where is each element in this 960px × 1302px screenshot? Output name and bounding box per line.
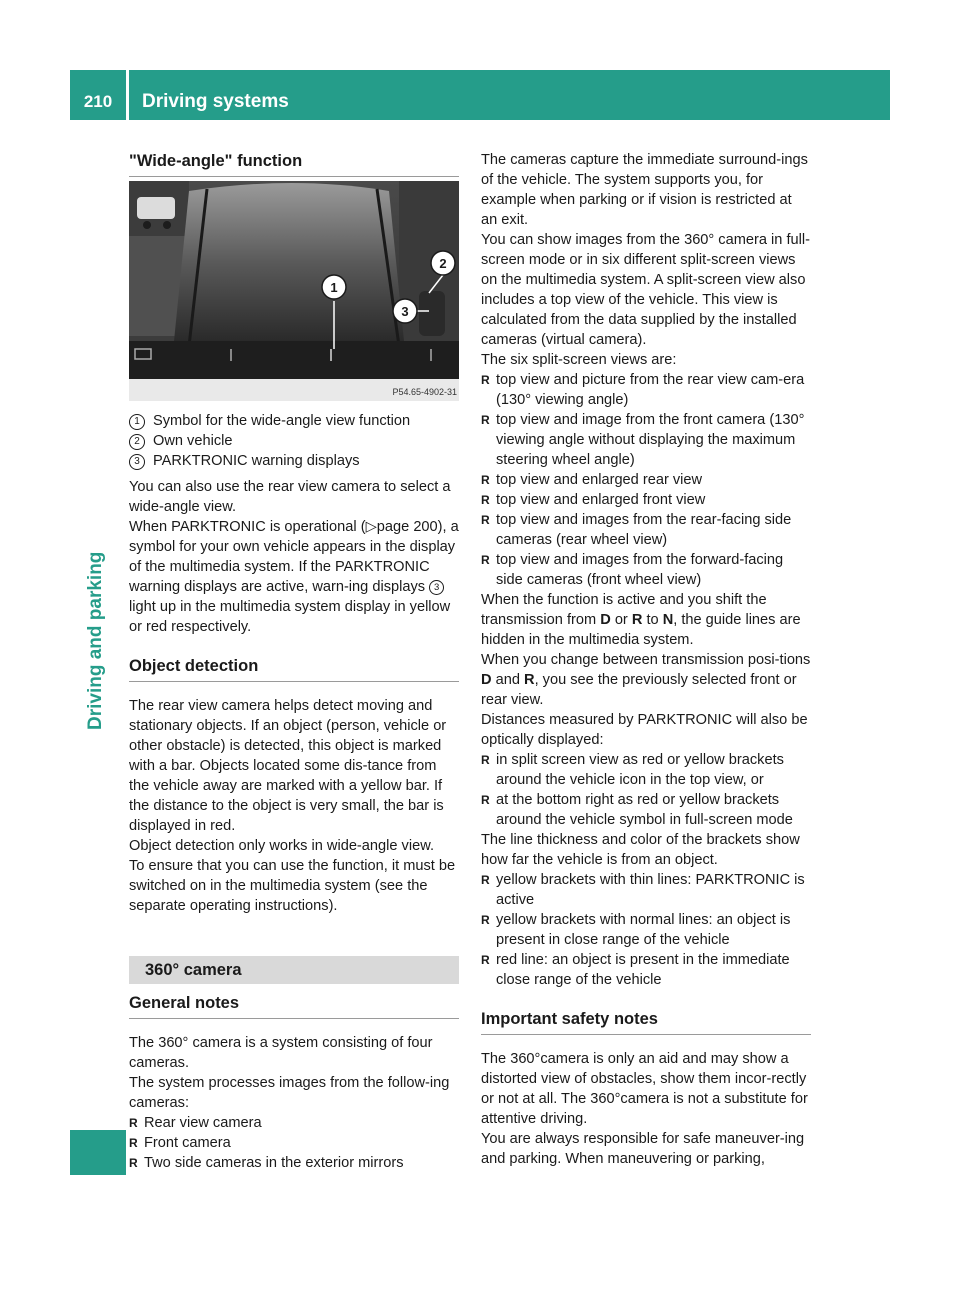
left-column bbox=[129, 150, 459, 1173]
legend-number: 1 bbox=[129, 414, 145, 430]
gear-r: R bbox=[631, 612, 643, 628]
list-item: R top view and enlarged front view bbox=[481, 490, 811, 510]
chapter-title: 360° camera bbox=[129, 956, 459, 984]
legend-item bbox=[129, 451, 459, 471]
list-item: R top view and images from the rear-facing side cameras (rear wheel view) bbox=[481, 510, 811, 550]
callout-3-label: 3 bbox=[401, 304, 409, 319]
page-reference-arrow-icon: ▷ bbox=[365, 519, 377, 535]
paragraph: You are always responsible for safe maneuver-ing and parking. When maneuvering or parking, bbox=[481, 1131, 805, 1167]
gear-d: D bbox=[481, 672, 492, 688]
list-item: R Two side cameras in the exterior mirrors bbox=[129, 1153, 459, 1173]
list-item: R top view and enlarged rear view bbox=[481, 470, 811, 490]
callout-2-label: 2 bbox=[439, 256, 447, 271]
list-item: R Front camera bbox=[129, 1133, 459, 1153]
gear-d: D bbox=[600, 612, 611, 628]
general-notes-heading: General notes bbox=[129, 992, 459, 1019]
paragraph: You can show images from the 360° camera in full-screen mode or in six different split-screen views on the multimedia system. A split-screen view also includes a top view of the vehicle. This view is calculated from the data supplied by the installed cameras (virtual camera). bbox=[481, 232, 810, 348]
side-tab-text: Driving and parking bbox=[85, 551, 106, 730]
list-item: R red line: an object is present in the immediate close range of the vehicle bbox=[481, 950, 811, 990]
text-run: When the function is active and you shift the transmission from bbox=[481, 592, 767, 628]
legend-text: Own vehicle bbox=[153, 433, 233, 449]
camera-screen-image bbox=[129, 181, 459, 401]
legend-text: PARKTRONIC warning displays bbox=[153, 453, 360, 469]
paragraph: The 360° camera is a system consisting of four cameras. bbox=[129, 1035, 433, 1071]
list-item: R yellow brackets with thin lines: PARKTRONIC is active bbox=[481, 870, 811, 910]
paragraph: The system processes images from the follow-ing cameras: bbox=[129, 1075, 450, 1111]
page-number: 210 bbox=[83, 92, 113, 111]
legend-number: 3 bbox=[129, 454, 145, 470]
legend-text: Symbol for the wide-angle view function bbox=[153, 413, 411, 429]
safety-notes-heading: Important safety notes bbox=[481, 1008, 811, 1035]
text-run: When you change between transmission posi-tions bbox=[481, 652, 811, 668]
paragraph-transmission bbox=[481, 590, 811, 650]
page-title: Driving systems bbox=[142, 91, 289, 112]
text-run: to bbox=[642, 612, 663, 628]
paragraph: You can also use the rear view camera to select a wide-angle view. bbox=[129, 479, 451, 515]
callout-1-label: 1 bbox=[330, 280, 338, 295]
text-run: , the guide lines are hidden in the multimedia system. bbox=[481, 612, 801, 648]
right-column bbox=[481, 150, 811, 1169]
list-item: R top view and images from the forward-facing side cameras (front wheel view) bbox=[481, 550, 811, 590]
list-item: R in split screen view as red or yellow brackets around the vehicle icon in the top view, or bbox=[481, 750, 811, 790]
camera-figure bbox=[129, 181, 459, 401]
text-run: or bbox=[610, 612, 632, 628]
paragraph: Distances measured by PARKTRONIC will also be optically displayed: bbox=[481, 712, 808, 748]
list-item: R yellow brackets with normal lines: an object is present in close range of the vehicle bbox=[481, 910, 811, 950]
text-run: and bbox=[491, 672, 525, 688]
paragraph: The 360°camera is only an aid and may show a distorted view of obstacles, show them incor-rectly or not at all. The 360°camera is not a substitute for attentive driving. bbox=[481, 1051, 808, 1127]
inline-callout-number: 3 bbox=[429, 580, 444, 595]
text-run: When PARKTRONIC is operational ( bbox=[129, 519, 366, 535]
side-tab-label bbox=[84, 530, 114, 730]
side-tab-marker bbox=[70, 1130, 126, 1175]
paragraph: The six split-screen views are: bbox=[481, 352, 677, 368]
list-item: R top view and image from the front camera (130° viewing angle without displaying the maximum steering wheel angle) bbox=[481, 410, 811, 470]
paragraph-parktronic bbox=[129, 517, 459, 637]
paragraph-positions bbox=[481, 650, 811, 710]
text-run: light up in the multimedia system display in yellow or red respectively. bbox=[129, 599, 451, 635]
object-detection-heading: Object detection bbox=[129, 655, 459, 682]
paragraph: Object detection only works in wide-angle view. bbox=[129, 838, 435, 854]
gear-r: R bbox=[524, 672, 535, 688]
text-run: , you see the previously selected front or rear view. bbox=[481, 672, 797, 708]
paragraph: The line thickness and color of the brackets show how far the vehicle is from an object. bbox=[481, 832, 800, 868]
text-run: page 200), a symbol for your own vehicle appears in the display of the multimedia system. If the PARKTRONIC warning displays are active, warn-ing displays bbox=[129, 519, 459, 595]
legend-item bbox=[129, 431, 459, 451]
paragraph: To ensure that you can use the function, it must be switched on in the multimedia system (see the separate operating instructions). bbox=[129, 858, 456, 914]
paragraph: The cameras capture the immediate surround-ings of the vehicle. The system supports you, for example when parking or if vision is restricted at an exit. bbox=[481, 152, 808, 228]
list-item: R Rear view camera bbox=[129, 1113, 459, 1133]
header-divider bbox=[126, 70, 129, 120]
list-item: R at the bottom right as red or yellow brackets around the vehicle symbol in full-screen mode bbox=[481, 790, 811, 830]
legend-number: 2 bbox=[129, 434, 145, 450]
legend-item bbox=[129, 411, 459, 431]
figure-code: P54.65-4902-31 bbox=[392, 387, 457, 397]
gear-n: N bbox=[662, 612, 674, 628]
paragraph: The rear view camera helps detect moving and stationary objects. If an object (person, vehicle or other obstacle) is detected, this object is marked with a bar. Objects located some dis-tance from the vehicle away are marked with a yellow bar. If the distance to the object is very small, the bar is displayed in red. bbox=[129, 698, 447, 834]
wide-angle-heading: "Wide-angle" function bbox=[129, 150, 459, 177]
list-item: R top view and picture from the rear view cam-era (130° viewing angle) bbox=[481, 370, 811, 410]
